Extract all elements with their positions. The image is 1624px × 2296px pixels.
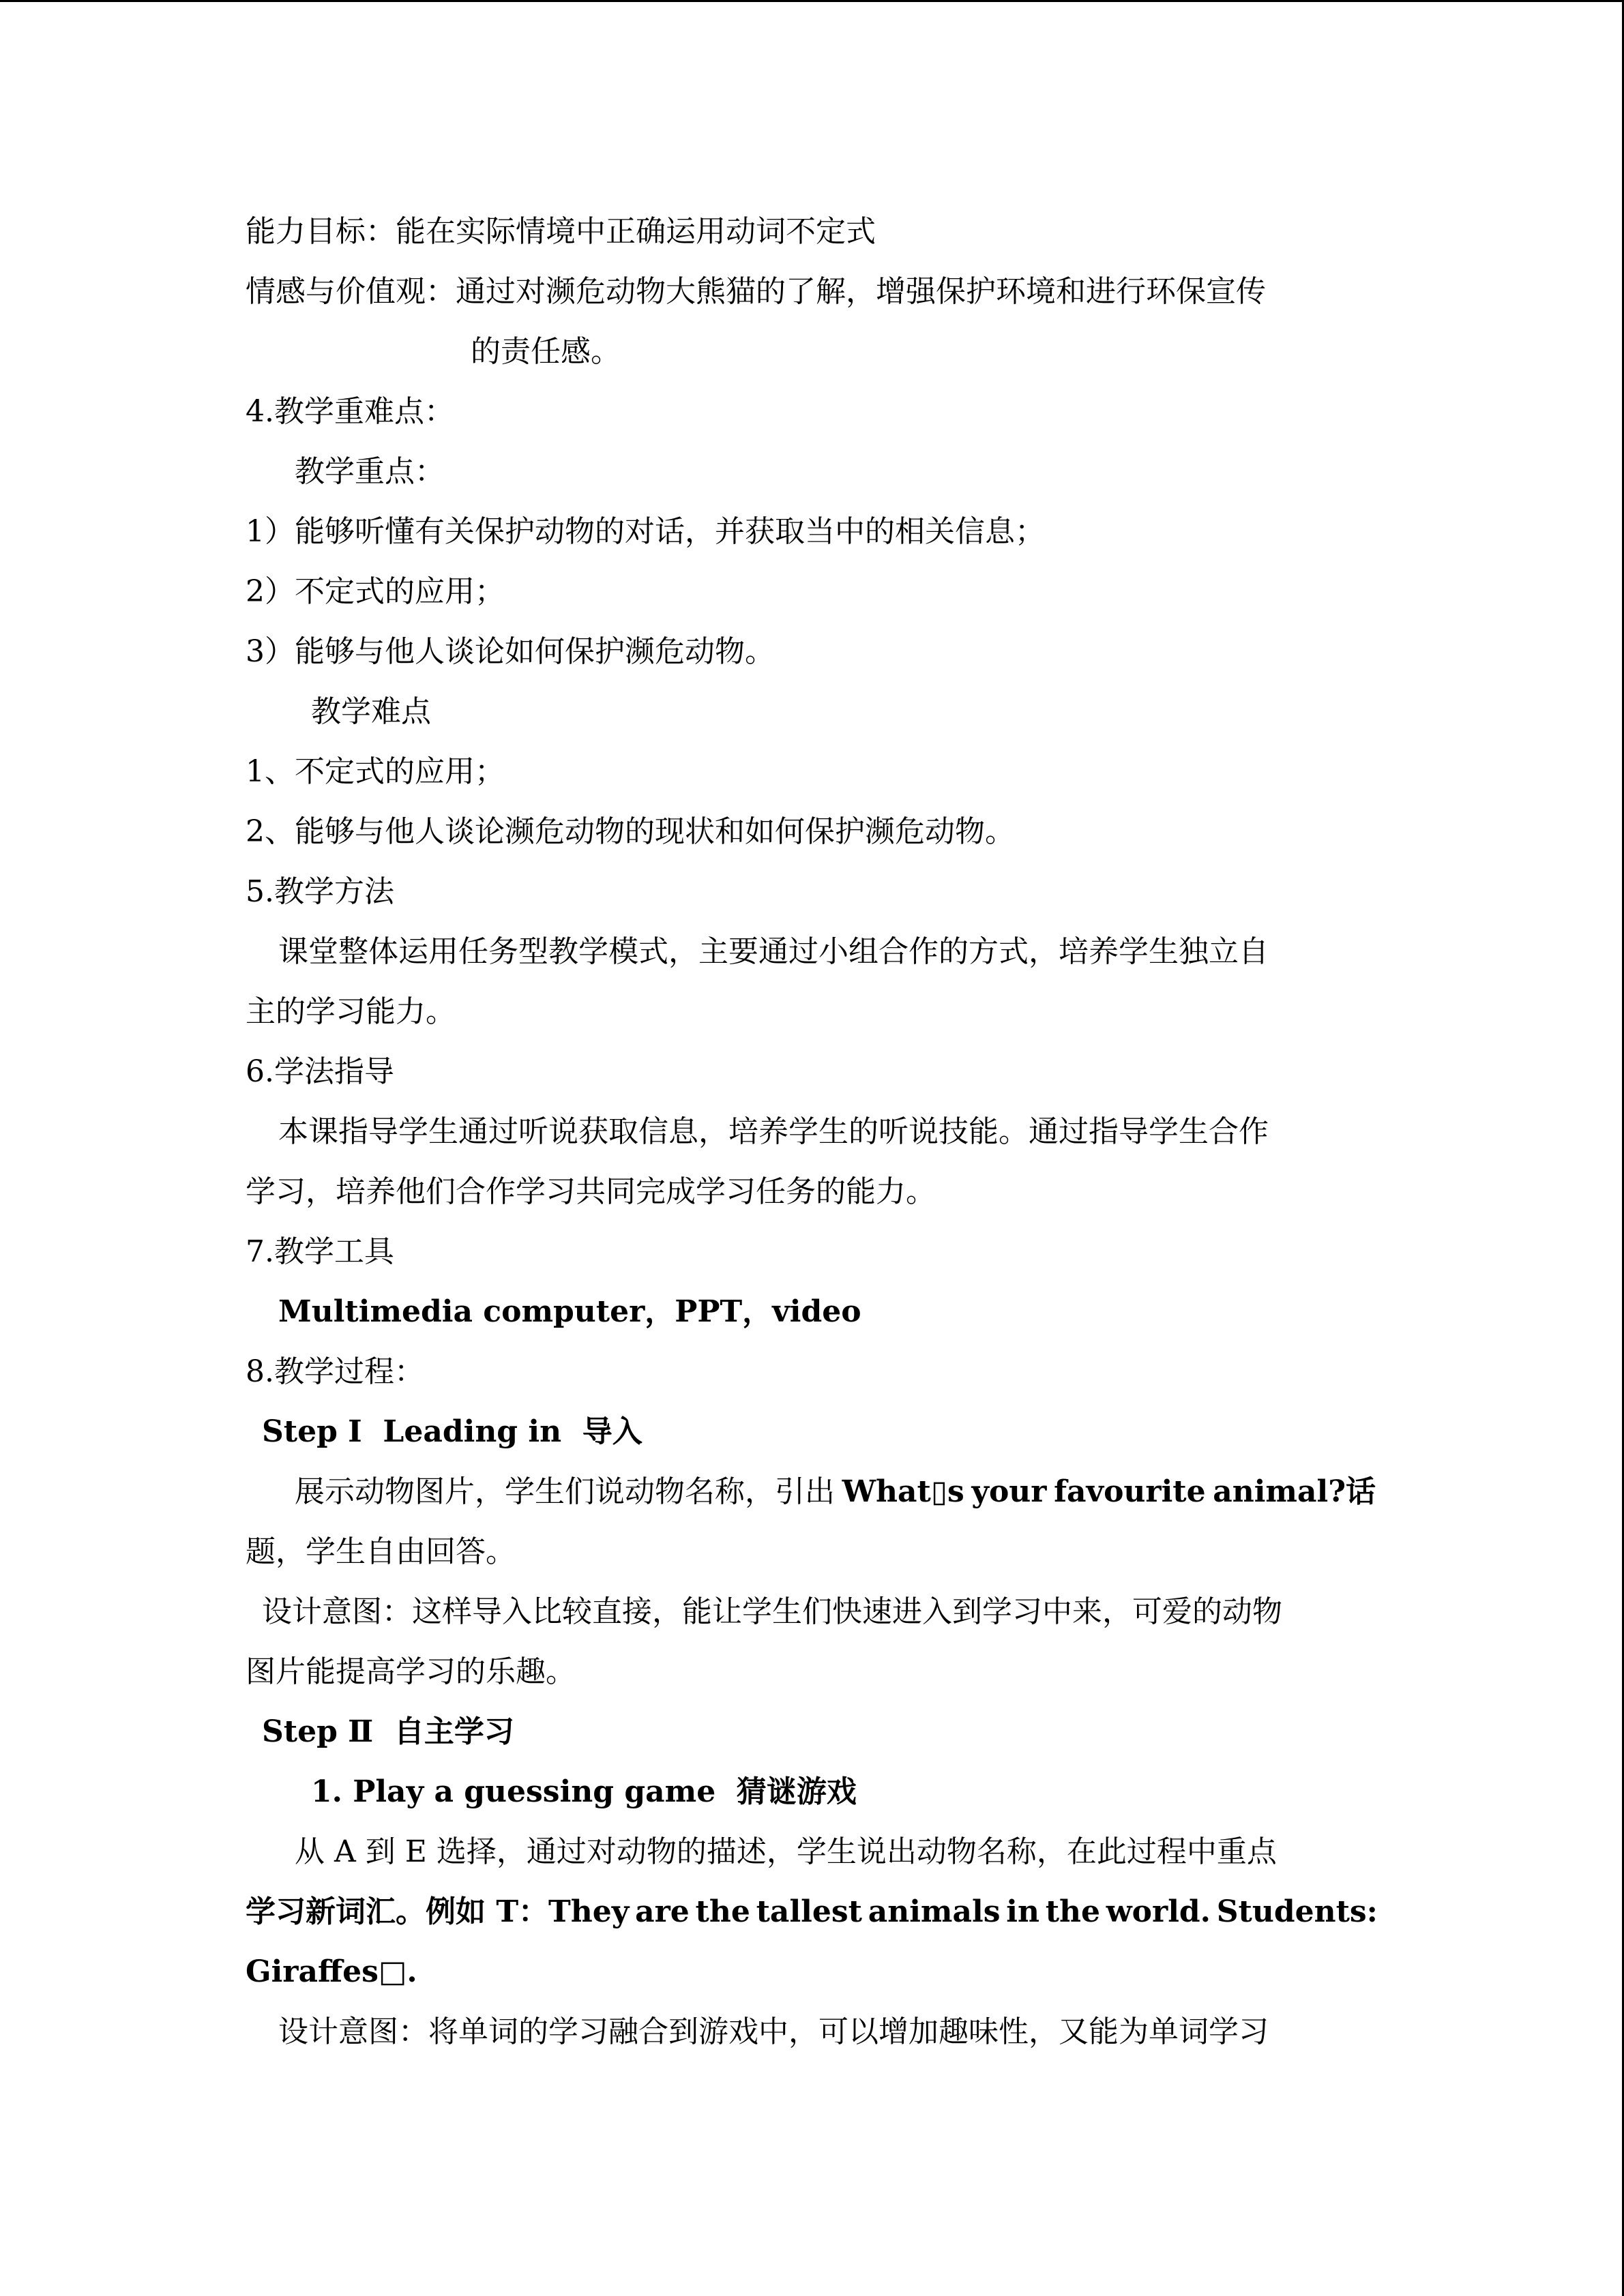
step-2-word: tallest [756, 1894, 862, 1929]
key-point-1: 1）能够听懂有关保护动物的对话，并获取当中的相关信息； [246, 514, 1045, 549]
tools-line: Multimedia computer，PPT，video [278, 1294, 861, 1329]
section-7-heading: 7.教学工具 [246, 1234, 394, 1269]
step-2-design-line-1: 设计意图：将单词的学习融合到游戏中，可以增加趣味性，又能为单词学习 [278, 2014, 1269, 2049]
emotion-goal-line-2: 的责任感。 [471, 334, 621, 369]
step-2-paragraph-line-3: Giraffes□. [246, 1954, 417, 1989]
step-2-word: animals [868, 1894, 1001, 1929]
section-8-heading: 8.教学过程： [246, 1354, 424, 1389]
step-2-word: 学习新词汇。例如 T：They [246, 1894, 630, 1929]
key-point-3: 3）能够与他人谈论如何保护濒危动物。 [246, 634, 775, 669]
step-1-paragraph-line-2: 题，学生自由回答。 [246, 1534, 516, 1569]
guide-paragraph-line-2: 学习，培养他们合作学习共同完成学习任务的能力。 [246, 1174, 936, 1209]
key-point-2: 2）不定式的应用； [246, 574, 505, 609]
method-paragraph-line-1: 课堂整体运用任务型教学模式，主要通过小组合作的方式，培养学生独立自 [278, 934, 1269, 969]
step-2-word: are [635, 1894, 690, 1929]
guide-paragraph-line-1: 本课指导学生通过听说获取信息，培养学生的听说技能。通过指导学生合作 [278, 1114, 1269, 1149]
step-1-paragraph-line-1 [295, 1472, 1376, 1512]
step-2-word: the [1045, 1894, 1101, 1929]
method-paragraph-line-2: 主的学习能力。 [246, 994, 456, 1029]
key-points-label: 教学重点： [295, 454, 445, 489]
step-1-word: 展示动物图片，学生们说动物名称，引出 [295, 1474, 835, 1509]
ability-goal-line: 能力目标：能在实际情境中正确运用动词不定式 [246, 214, 876, 249]
step-2-title: Step Ⅱ 自主学习 [262, 1714, 514, 1749]
step-2-word: the [695, 1894, 750, 1929]
emotion-goal-line-1: 情感与价值观：通过对濒危动物大熊猫的了解，增强保护环境和进行环保宣传 [246, 274, 1266, 309]
step-1-title: Step Ⅰ Leading in 导入 [262, 1414, 643, 1449]
step-1-word: animal?话 [1213, 1474, 1376, 1509]
difficult-points-label: 教学难点 [311, 694, 431, 729]
step-2-paragraph-line-2 [246, 1892, 1378, 1933]
step-2-subheading: 1. Play a guessing game 猜谜游戏 [311, 1774, 857, 1809]
step-1-word: What▯s [842, 1474, 964, 1509]
section-5-heading: 5.教学方法 [246, 874, 394, 909]
step-2-word: Students: [1216, 1894, 1378, 1929]
difficult-point-1: 1、不定式的应用； [246, 754, 505, 789]
step-1-word: favourite [1054, 1474, 1206, 1509]
step-1-word: your [971, 1474, 1047, 1509]
step-2-word: world. [1106, 1894, 1211, 1929]
section-4-heading: 4.教学重难点： [246, 394, 454, 429]
step-1-design-line-1: 设计意图：这样导入比较直接，能让学生们快速进入到学习中来，可爱的动物 [262, 1594, 1282, 1629]
step-2-word: in [1006, 1894, 1039, 1929]
difficult-point-2: 2、能够与他人谈论濒危动物的现状和如何保护濒危动物。 [246, 814, 1015, 849]
step-2-paragraph-line-1: 从 A 到 E 选择，通过对动物的描述，学生说出动物名称，在此过程中重点 [295, 1834, 1277, 1869]
step-1-design-line-2: 图片能提高学习的乐趣。 [246, 1654, 576, 1689]
section-6-heading: 6.学法指导 [246, 1054, 394, 1089]
